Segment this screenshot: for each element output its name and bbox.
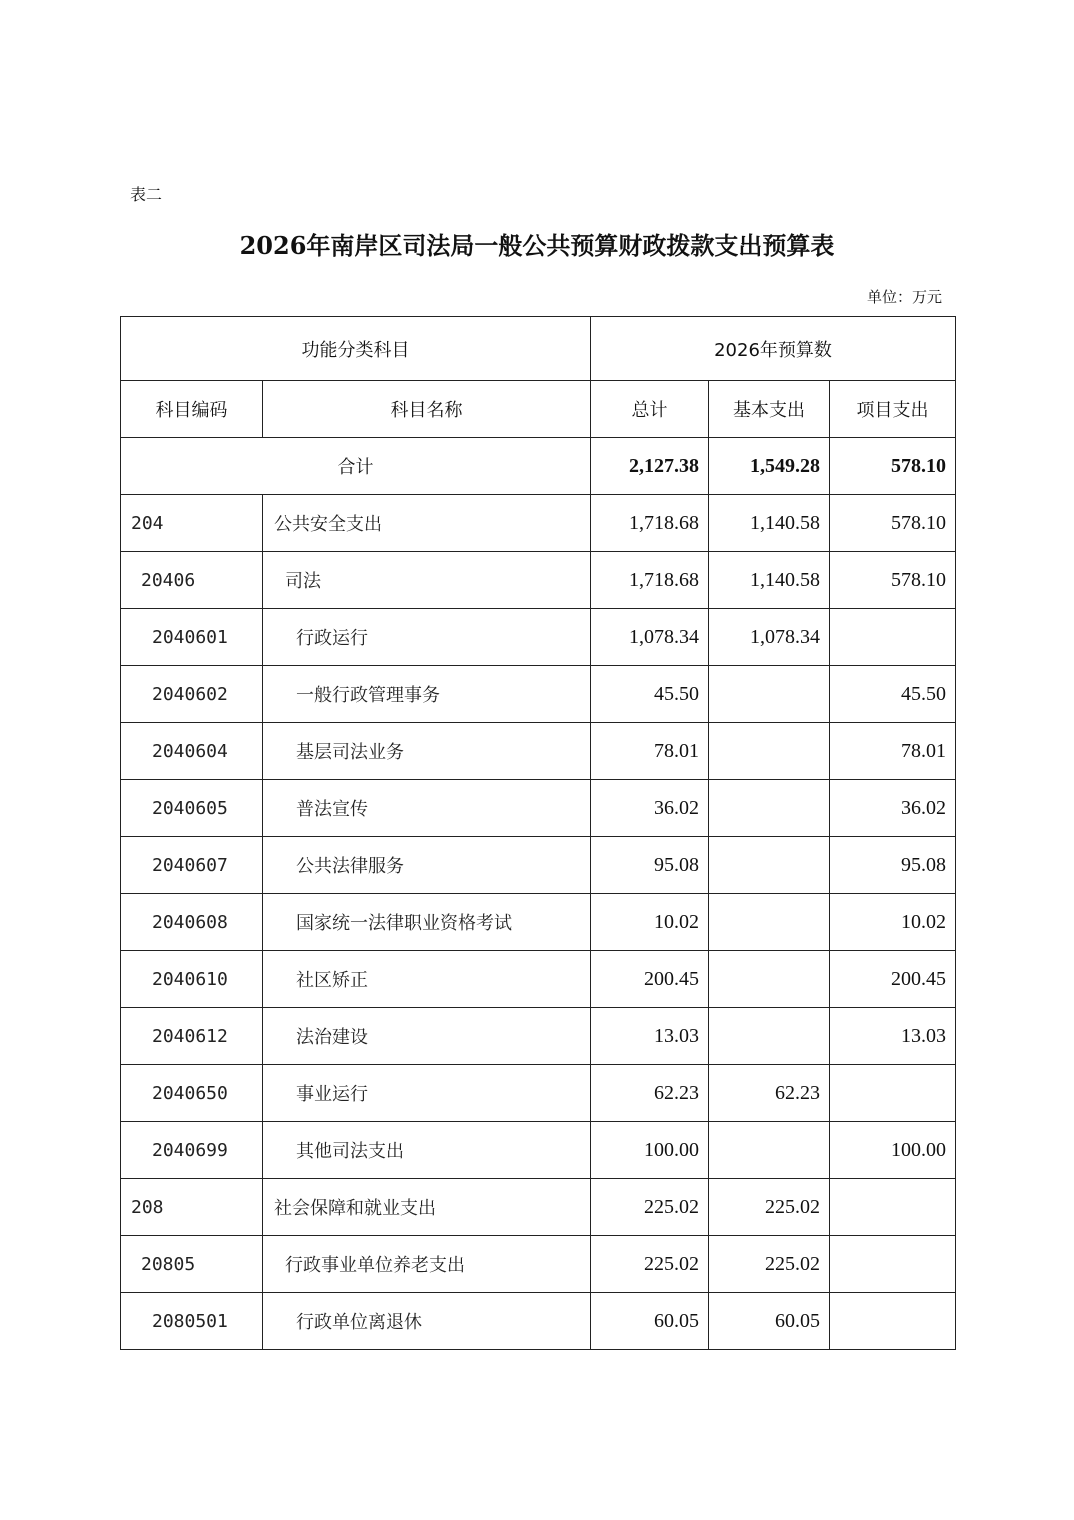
row-basic: [709, 666, 830, 723]
row-basic: 1,140.58: [709, 495, 830, 552]
row-name: 国家统一法律职业资格考试: [263, 894, 591, 951]
row-code: 20805: [121, 1236, 263, 1293]
page-title: 2026年南岸区司法局一般公共预算财政拨款支出预算表: [239, 231, 835, 260]
table-row: [121, 780, 956, 837]
row-total: 1,078.34: [591, 609, 709, 666]
total-project: 578.10: [830, 438, 956, 495]
row-basic: 225.02: [709, 1236, 830, 1293]
row-basic: [709, 837, 830, 894]
row-name: 其他司法支出: [263, 1122, 591, 1179]
row-name: 普法宣传: [263, 780, 591, 837]
row-basic: [709, 894, 830, 951]
table-row: [121, 723, 956, 780]
table-row: [121, 1179, 956, 1236]
row-total: 225.02: [591, 1236, 709, 1293]
row-project: 78.01: [830, 723, 956, 780]
row-name: 社会保障和就业支出: [263, 1179, 591, 1236]
row-name: 行政运行: [263, 609, 591, 666]
row-total: 36.02: [591, 780, 709, 837]
row-code: 2040601: [121, 609, 263, 666]
total-row: [121, 438, 956, 495]
row-project: [830, 1293, 956, 1350]
header-code: 科目编码: [121, 381, 263, 438]
row-code: 2040610: [121, 951, 263, 1008]
row-name: 事业运行: [263, 1065, 591, 1122]
row-basic: 60.05: [709, 1293, 830, 1350]
row-project: [830, 1236, 956, 1293]
table-row: [121, 951, 956, 1008]
row-code: 2040608: [121, 894, 263, 951]
row-total: 200.45: [591, 951, 709, 1008]
row-total: 1,718.68: [591, 495, 709, 552]
header-functional-category: 功能分类科目: [121, 317, 591, 381]
budget-table: [120, 316, 956, 1350]
header-group-row: [121, 317, 956, 381]
row-basic: 225.02: [709, 1179, 830, 1236]
table-row: [121, 837, 956, 894]
table-row: [121, 1008, 956, 1065]
row-name: 行政事业单位养老支出: [263, 1236, 591, 1293]
row-basic: [709, 951, 830, 1008]
row-project: [830, 609, 956, 666]
row-total: 225.02: [591, 1179, 709, 1236]
table-row: [121, 666, 956, 723]
row-total: 78.01: [591, 723, 709, 780]
row-basic: [709, 1122, 830, 1179]
row-name: 社区矫正: [263, 951, 591, 1008]
row-project: 13.03: [830, 1008, 956, 1065]
row-total: 10.02: [591, 894, 709, 951]
table-row: [121, 552, 956, 609]
row-name: 司法: [263, 552, 591, 609]
total-basic: 1,549.28: [709, 438, 830, 495]
row-code: 2080501: [121, 1293, 263, 1350]
row-total: 1,718.68: [591, 552, 709, 609]
unit-label: 单位：万元: [866, 288, 942, 306]
row-total: 60.05: [591, 1293, 709, 1350]
row-code: 2040650: [121, 1065, 263, 1122]
row-basic: [709, 1008, 830, 1065]
row-project: 200.45: [830, 951, 956, 1008]
row-total: 95.08: [591, 837, 709, 894]
table-label: 表二: [130, 185, 163, 204]
row-name: 一般行政管理事务: [263, 666, 591, 723]
row-total: 13.03: [591, 1008, 709, 1065]
row-code: 2040604: [121, 723, 263, 780]
row-basic: [709, 723, 830, 780]
row-name: 公共法律服务: [263, 837, 591, 894]
row-total: 62.23: [591, 1065, 709, 1122]
row-code: 204: [121, 495, 263, 552]
row-name: 公共安全支出: [263, 495, 591, 552]
row-code: 208: [121, 1179, 263, 1236]
row-project: [830, 1179, 956, 1236]
row-project: 100.00: [830, 1122, 956, 1179]
header-project: 项目支出: [830, 381, 956, 438]
row-code: 2040605: [121, 780, 263, 837]
row-basic: 62.23: [709, 1065, 830, 1122]
row-name: 基层司法业务: [263, 723, 591, 780]
row-code: 20406: [121, 552, 263, 609]
table-row: [121, 894, 956, 951]
total-total: 2,127.38: [591, 438, 709, 495]
table-row: [121, 1065, 956, 1122]
row-project: 36.02: [830, 780, 956, 837]
row-project: 578.10: [830, 552, 956, 609]
row-project: 10.02: [830, 894, 956, 951]
row-project: [830, 1065, 956, 1122]
row-basic: 1,140.58: [709, 552, 830, 609]
table-row: [121, 1122, 956, 1179]
row-name: 行政单位离退休: [263, 1293, 591, 1350]
row-name: 法治建设: [263, 1008, 591, 1065]
table-row: [121, 1293, 956, 1350]
header-basic: 基本支出: [709, 381, 830, 438]
row-basic: [709, 780, 830, 837]
row-total: 45.50: [591, 666, 709, 723]
header-name: 科目名称: [263, 381, 591, 438]
header-column-row: [121, 381, 956, 438]
header-budget-year: 2026年预算数: [591, 317, 956, 381]
row-basic: 1,078.34: [709, 609, 830, 666]
row-code: 2040699: [121, 1122, 263, 1179]
table-row: [121, 495, 956, 552]
total-label: 合计: [121, 438, 591, 495]
row-total: 100.00: [591, 1122, 709, 1179]
row-project: 95.08: [830, 837, 956, 894]
row-project: 578.10: [830, 495, 956, 552]
row-project: 45.50: [830, 666, 956, 723]
row-code: 2040607: [121, 837, 263, 894]
header-total: 总计: [591, 381, 709, 438]
row-code: 2040602: [121, 666, 263, 723]
table-row: [121, 1236, 956, 1293]
table-row: [121, 609, 956, 666]
row-code: 2040612: [121, 1008, 263, 1065]
